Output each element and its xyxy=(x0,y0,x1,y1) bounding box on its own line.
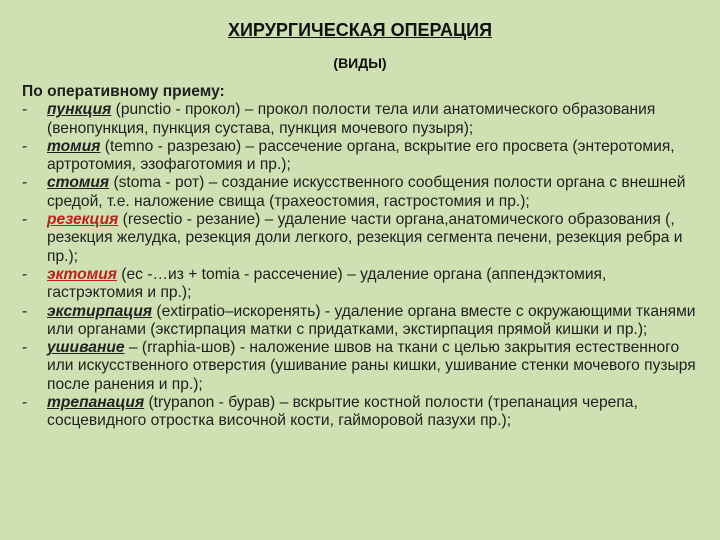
list-item xyxy=(22,101,697,138)
bullet-dash: - xyxy=(22,265,28,283)
content-block xyxy=(22,83,697,431)
slide-title: ХИРУРГИЧЕСКАЯ ОПЕРАЦИЯ xyxy=(227,20,493,40)
item-description: (stoma - рот) – создание искусственного сообщения полости органа с внешней средой, т.е. наложение свища (трахеостомия, гастростомия и пр.); xyxy=(47,174,686,210)
item-description: (temno - разрезаю) – рассечение органа, вскрытие его просвета (энтеротомия, артротомия, эзофаготомия и пр.); xyxy=(47,137,675,174)
list-item xyxy=(22,174,697,211)
item-description: (punctio - прокол) – прокол полости тела или анатомического образования (венопункция, пункция сустава, пункция мочевого пузыря); xyxy=(47,101,656,137)
list-item xyxy=(22,303,697,340)
term-rezekciya: резекция xyxy=(47,211,119,229)
term-trepanaciya: трепанация xyxy=(47,394,145,412)
item-description: (ec -…из + tomia - рассечение) – удаление органа (аппендэктомия, гастрэктомия и пр.); xyxy=(47,265,607,302)
item-description: (trypanon - бурав) – вскрытие костной полости (трепанация черепа, сосцевидного отростка височной кости, гайморовой пазухи пр.); xyxy=(47,394,638,430)
list-item xyxy=(22,339,697,394)
item-description: (resectio - резание) – удаление части органа,анатомического образования (, резекция желудка, резекция доли легкого, резекция сегмента печени, резекция ребра и пр.); xyxy=(47,211,683,265)
term-tomiya: томия xyxy=(47,137,101,155)
slide-subtitle: (ВИДЫ) xyxy=(333,55,387,71)
item-description: – (rraphia-шов) - наложение швов на ткани с целью закрытия естественного или искусственного отверстия (ушивание раны кишки, ушивание стенки мочевого пузыря после ранения и пр.); xyxy=(47,339,696,393)
term-ekstirpaciya: экстирпация xyxy=(47,302,153,320)
bullet-dash: - xyxy=(22,394,28,412)
term-ektomiya: эктомия xyxy=(47,265,117,283)
item-description: (extirpatio–искоренять) - удаление органа вместе с окружающими тканями или органами (экстирпация матки с придатками, экстирпация прямой кишки и пр.); xyxy=(47,302,696,338)
list-item xyxy=(22,211,697,266)
lead-text: По оперативному приему: xyxy=(22,83,225,100)
list-item xyxy=(22,266,697,303)
bullet-dash: - xyxy=(22,339,28,357)
list-item xyxy=(22,394,697,431)
operations-list xyxy=(22,101,697,430)
bullet-dash: - xyxy=(22,211,28,229)
bullet-dash: - xyxy=(22,174,28,192)
term-stomiya: стомия xyxy=(47,174,110,192)
bullet-dash: - xyxy=(22,101,28,119)
term-punkciya: пункция xyxy=(47,101,112,119)
term-ushivanie: ушивание xyxy=(47,339,125,357)
list-item xyxy=(22,138,697,175)
bullet-dash: - xyxy=(22,302,28,320)
bullet-dash: - xyxy=(22,137,28,155)
